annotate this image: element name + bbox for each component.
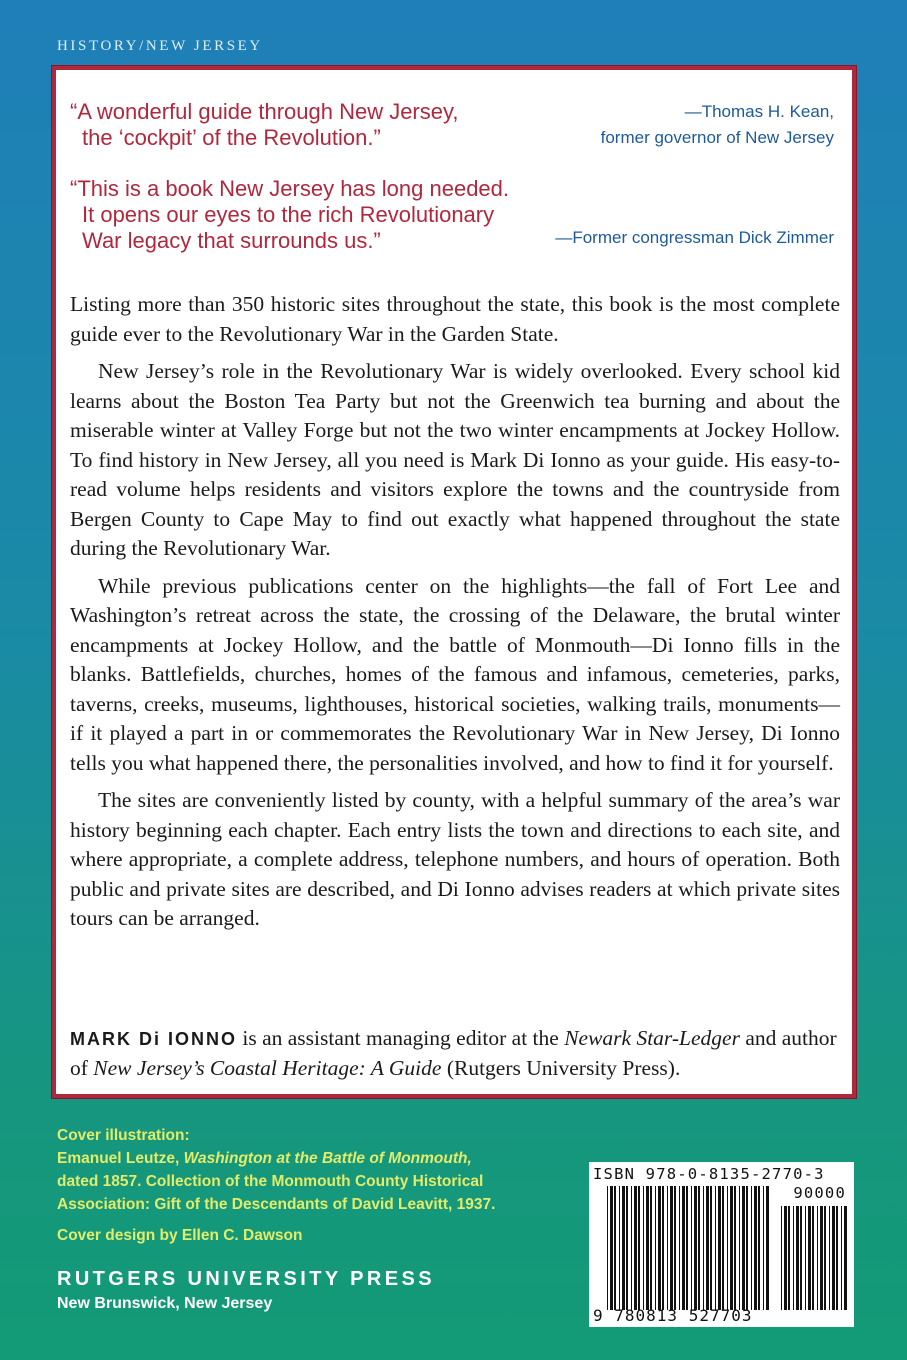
barcode-bar: [739, 1186, 740, 1310]
newspaper-title: Newark Star-Ledger: [564, 1026, 740, 1050]
barcode-bar: [646, 1186, 649, 1310]
barcode-bar: [658, 1186, 661, 1310]
cover-design-credit: Cover design by Ellen C. Dawson: [57, 1227, 303, 1244]
category-label: HISTORY/NEW JERSEY: [57, 38, 263, 54]
back-cover-panel: [52, 66, 856, 1098]
barcode-bar: [619, 1186, 620, 1310]
barcode-bar: [722, 1186, 724, 1310]
isbn-number: ISBN 978-0-8135-2770-3: [593, 1165, 825, 1183]
barcode-bar: [718, 1186, 721, 1310]
barcode-bar: [670, 1186, 673, 1310]
credit-line: [57, 1147, 495, 1170]
barcode-bar: [817, 1206, 818, 1310]
barcode-bar: [751, 1186, 752, 1310]
barcode-bar: [638, 1186, 640, 1310]
quote-kean: [70, 99, 458, 151]
barcode-bar: [622, 1186, 625, 1310]
quote-line: War legacy that surrounds us.”: [82, 228, 381, 253]
credit-heading: Cover illustration:: [57, 1127, 190, 1144]
barcode-bar: [691, 1186, 692, 1310]
barcode-bar: [679, 1186, 680, 1310]
description-paragraph: New Jersey’s role in the Revolutionary War is widely overlooked. Every school kid learns about the Boston Tea Party but not the Greenwich tea burning and about the miserable winter at Valley Forge but not the two winter encampments at Jockey Hollow. To find history in New Jersey, all you need is Mark Di Ionno as your guide. His easy-to-read volume helps residents and visitors explore the towns and the countryside from Bergen County to Cape May to find out exactly what happened throughout the state during the Revolutionary War.: [70, 359, 840, 560]
barcode-bar: [634, 1186, 637, 1310]
barcode-bar: [643, 1186, 644, 1310]
barcode-bar: [754, 1186, 757, 1310]
barcode-bar: [812, 1206, 814, 1310]
barcode-bar: [781, 1206, 782, 1310]
credit-line: dated 1857. Collection of the Monmouth County Historical: [57, 1173, 484, 1190]
attribution-zimmer: [555, 225, 834, 251]
barcode-bar: [805, 1206, 806, 1310]
attribution-kean: [601, 99, 834, 151]
barcode-bar: [610, 1186, 613, 1310]
barcode-bar: [694, 1186, 697, 1310]
barcode-bar: [788, 1206, 790, 1310]
barcode-bar: [836, 1206, 838, 1310]
barcode-bar: [793, 1206, 794, 1310]
publisher-city: New Brunswick, New Jersey: [57, 1295, 273, 1312]
barcode-bar: [655, 1186, 656, 1310]
author-bio-text: and author of: [70, 1026, 837, 1080]
barcode-bar: [710, 1186, 712, 1310]
painting-title: Washington at the Battle of Monmouth,: [183, 1150, 472, 1167]
barcode-bar: [841, 1206, 842, 1310]
barcode-bar: [784, 1206, 787, 1310]
author-name: MARK Di IONNO: [70, 1029, 237, 1049]
isbn-barcode: [589, 1162, 854, 1327]
attribution-line: —Thomas H. Kean,: [684, 102, 834, 121]
price-addon: 90000: [793, 1184, 846, 1202]
barcode-bar: [667, 1186, 668, 1310]
quote-zimmer: [70, 176, 509, 254]
credit-line: Association: Gift of the Descendants of David Leavitt, 1937.: [57, 1196, 496, 1213]
description-paragraph: Listing more than 350 historic sites throughout the state, this book is the most complete guide ever to the Revolutionary War in the Garden State.: [70, 292, 840, 346]
barcode-bar: [758, 1186, 760, 1310]
barcode-bar: [766, 1186, 769, 1310]
barcode-bar: [674, 1186, 676, 1310]
barcode-bar: [698, 1186, 700, 1310]
barcode-bar: [763, 1186, 764, 1310]
cover-credits: [57, 1124, 495, 1247]
description: [70, 290, 840, 942]
quote-line: It opens our eyes to the rich Revolutionary: [82, 202, 495, 227]
publisher: [57, 1268, 435, 1313]
other-book-title: New Jersey’s Coastal Heritage: A Guide: [93, 1056, 442, 1080]
author-bio-text: is an assistant managing editor at the: [237, 1026, 565, 1050]
barcode-bar: [800, 1206, 802, 1310]
author-bio: [70, 1024, 840, 1083]
barcode-bar: [626, 1186, 628, 1310]
author-bio-text: (Rutgers University Press).: [441, 1056, 681, 1080]
barcode-bar: [796, 1206, 799, 1310]
barcode-bar: [706, 1186, 709, 1310]
barcode-bar: [746, 1186, 748, 1310]
barcode-bar: [730, 1186, 733, 1310]
barcode-bar: [703, 1186, 704, 1310]
barcode-bar: [686, 1186, 688, 1310]
barcode-bar: [662, 1186, 664, 1310]
description-paragraph: While previous publications center on the highlights—the fall of Fort Lee and Washington’s retreat across the state, the crossing of the Delaware, the brutal winter encampments at Jockey Hollow, and the battle of Monmouth—Di Ionno fills in the blanks. Battlefields, churches, homes of the famous and infamous, cemeteries, parks, taverns, creeks, museums, lighthouses, historical societies, walking trails, monuments—if it played a part in or commemorates the Revolutionary War in New Jersey, Di Ionno tells you what happened there, the personalities involved, and how to find it for yourself.: [70, 573, 840, 775]
barcode-bar: [824, 1206, 826, 1310]
barcode-bar: [727, 1186, 728, 1310]
barcode-bar: [631, 1186, 632, 1310]
barcode-bar: [808, 1206, 811, 1310]
publisher-name: RUTGERS UNIVERSITY PRESS: [57, 1268, 435, 1290]
attribution-line: —Former congressman Dick Zimmer: [555, 228, 834, 247]
barcode-bar: [832, 1206, 835, 1310]
quote-line: “A wonderful guide through New Jersey,: [70, 99, 459, 124]
barcode-bar: [614, 1186, 616, 1310]
barcode-bar: [650, 1186, 652, 1310]
barcode-bar: [607, 1186, 608, 1310]
quote-line: “This is a book New Jersey has long needed.: [70, 176, 510, 201]
barcode-bar: [844, 1206, 847, 1310]
barcode-bar: [820, 1206, 823, 1310]
barcode-bar: [829, 1206, 830, 1310]
attribution-line: former governor of New Jersey: [600, 128, 834, 147]
barcode-bar: [734, 1186, 736, 1310]
barcode-bar: [742, 1186, 745, 1310]
barcode-bar: [682, 1186, 685, 1310]
ean-digits: 9 780813 527703: [593, 1306, 753, 1325]
credit-artist: Emanuel Leutze,: [57, 1150, 184, 1167]
quote-line: the ‘cockpit’ of the Revolution.”: [82, 125, 381, 150]
description-paragraph: The sites are conveniently listed by county, with a helpful summary of the area’s war history beginning each chapter. Each entry lists the town and directions to each site, and where appropriate, a complete address, telephone numbers, and hours of operation. Both public and private sites are described, and Di Ionno advises readers at which private sites tours can be arranged.: [70, 788, 840, 930]
barcode-bar: [715, 1186, 716, 1310]
